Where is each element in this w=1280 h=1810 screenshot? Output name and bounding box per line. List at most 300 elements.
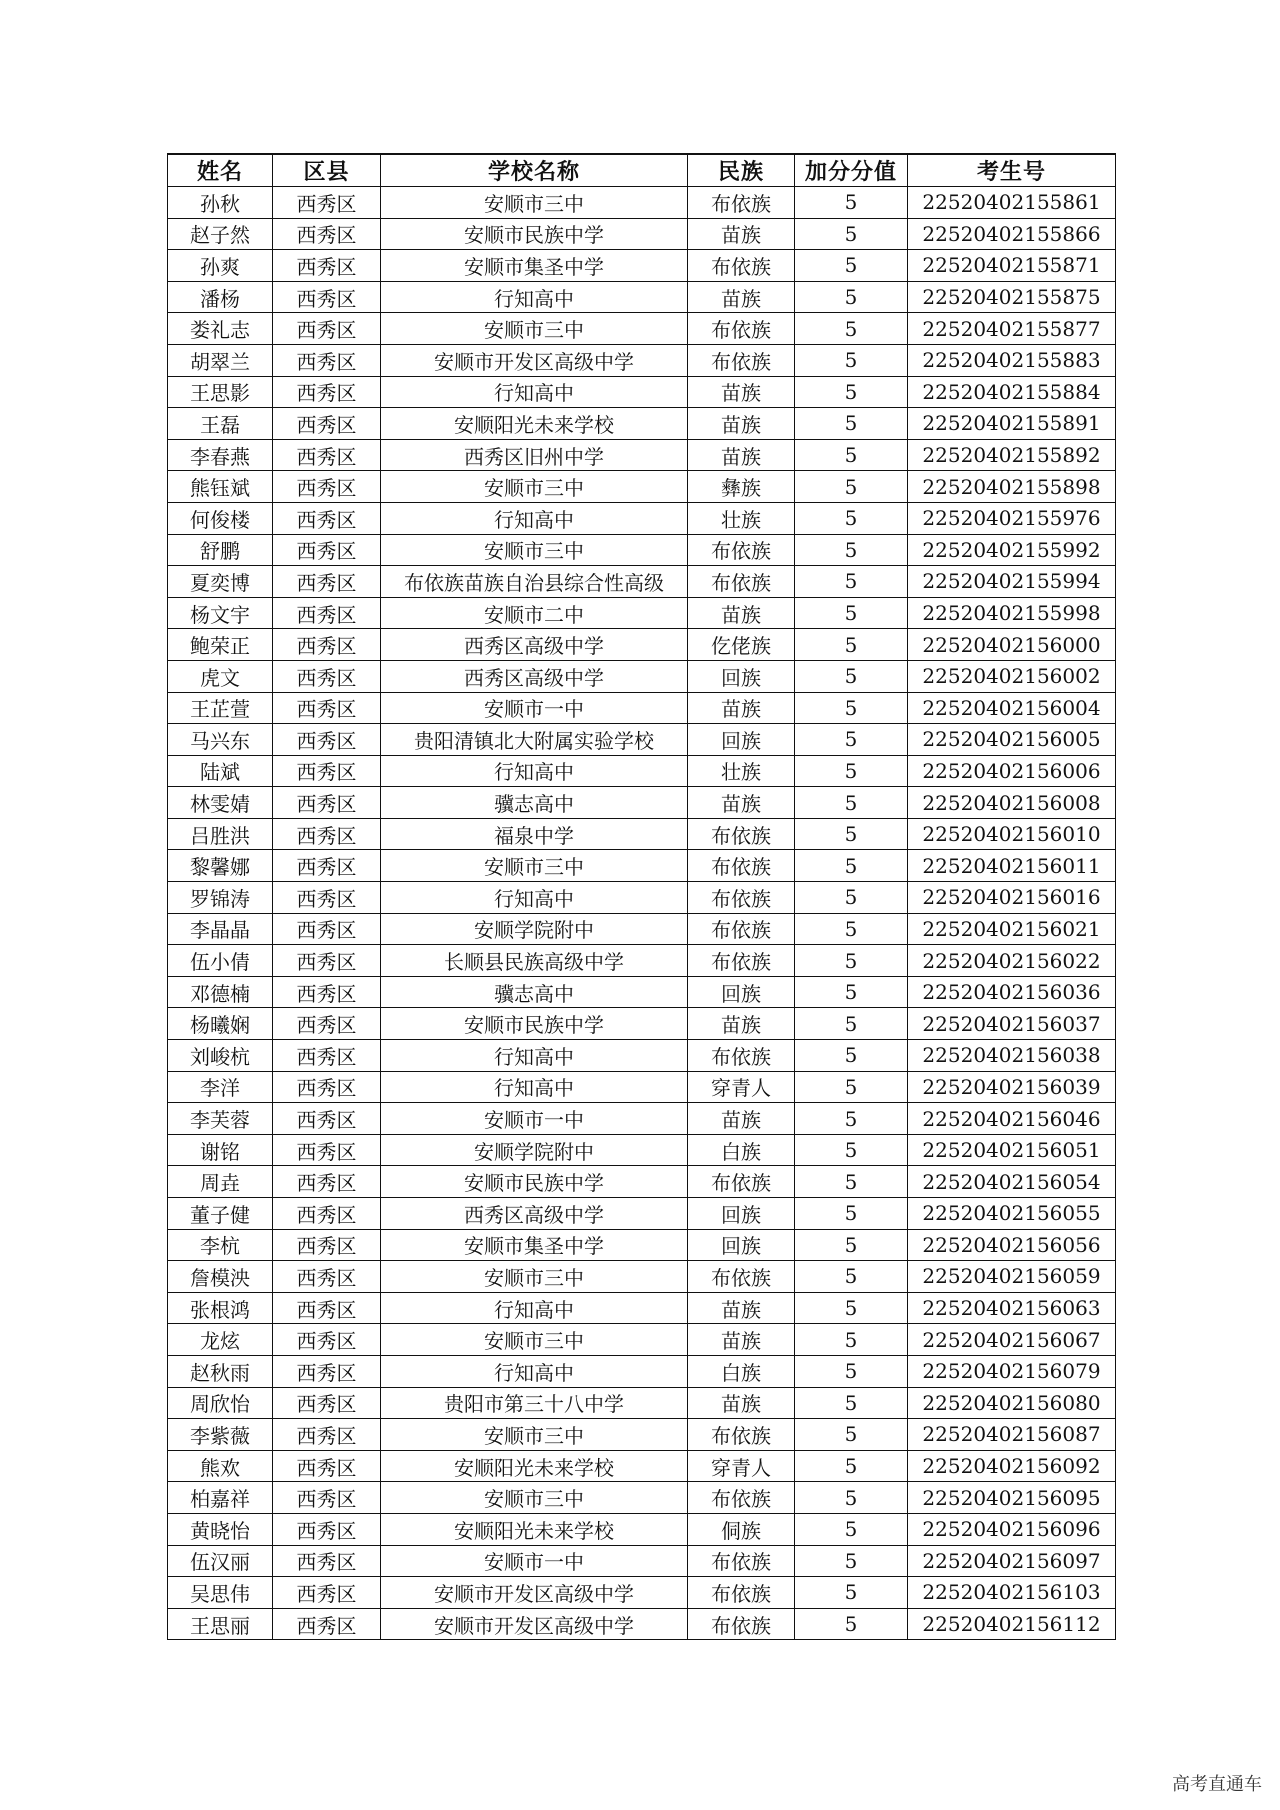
- cell-name: 龙炫: [168, 1324, 273, 1356]
- cell-school: 贵阳市第三十八中学: [381, 1387, 688, 1419]
- cell-exam-id: 22520402155861: [908, 187, 1116, 219]
- cell-ethnicity: 仡佬族: [688, 629, 795, 661]
- cell-bonus: 5: [795, 313, 908, 345]
- table-body: [168, 187, 1116, 1640]
- cell-name: 董子健: [168, 1198, 273, 1230]
- cell-name: 伍汉丽: [168, 1545, 273, 1577]
- cell-exam-id: 22520402155877: [908, 313, 1116, 345]
- cell-ethnicity: 白族: [688, 1134, 795, 1166]
- table-row: [168, 913, 1116, 945]
- cell-district: 西秀区: [273, 1545, 381, 1577]
- cell-school: 长顺县民族高级中学: [381, 945, 688, 977]
- cell-name: 杨文宇: [168, 597, 273, 629]
- cell-name: 刘峻杭: [168, 1040, 273, 1072]
- cell-name: 吴思伟: [168, 1577, 273, 1609]
- cell-ethnicity: 白族: [688, 1355, 795, 1387]
- cell-district: 西秀区: [273, 629, 381, 661]
- cell-school: 行知高中: [381, 882, 688, 914]
- cell-exam-id: 22520402155994: [908, 566, 1116, 598]
- cell-district: 西秀区: [273, 976, 381, 1008]
- cell-district: 西秀区: [273, 1008, 381, 1040]
- cell-ethnicity: 布依族: [688, 534, 795, 566]
- cell-district: 西秀区: [273, 250, 381, 282]
- cell-ethnicity: 布依族: [688, 1482, 795, 1514]
- cell-name: 熊欢: [168, 1450, 273, 1482]
- cell-school: 安顺市集圣中学: [381, 250, 688, 282]
- cell-ethnicity: 苗族: [688, 281, 795, 313]
- table-row: [168, 376, 1116, 408]
- cell-school: 安顺市集圣中学: [381, 1229, 688, 1261]
- cell-ethnicity: 布依族: [688, 566, 795, 598]
- cell-bonus: 5: [795, 344, 908, 376]
- cell-exam-id: 22520402156010: [908, 818, 1116, 850]
- cell-name: 李芙蓉: [168, 1103, 273, 1135]
- header-ethnicity: 民族: [688, 154, 795, 187]
- cell-district: 西秀区: [273, 471, 381, 503]
- cell-ethnicity: 布依族: [688, 344, 795, 376]
- table-row: [168, 724, 1116, 756]
- cell-ethnicity: 苗族: [688, 1008, 795, 1040]
- cell-exam-id: 22520402156011: [908, 850, 1116, 882]
- cell-exam-id: 22520402156051: [908, 1134, 1116, 1166]
- table-header-row: [168, 154, 1116, 187]
- cell-exam-id: 22520402156046: [908, 1103, 1116, 1135]
- cell-school: 行知高中: [381, 755, 688, 787]
- cell-bonus: 5: [795, 1513, 908, 1545]
- cell-exam-id: 22520402156054: [908, 1166, 1116, 1198]
- table-row: [168, 1577, 1116, 1609]
- table-row: [168, 1545, 1116, 1577]
- cell-district: 西秀区: [273, 1355, 381, 1387]
- cell-name: 林雯婧: [168, 787, 273, 819]
- cell-school: 布依族苗族自治县综合性高级: [381, 566, 688, 598]
- cell-bonus: 5: [795, 913, 908, 945]
- cell-name: 谢铭: [168, 1134, 273, 1166]
- cell-exam-id: 22520402156097: [908, 1545, 1116, 1577]
- cell-ethnicity: 苗族: [688, 218, 795, 250]
- cell-name: 罗锦涛: [168, 882, 273, 914]
- cell-exam-id: 22520402156005: [908, 724, 1116, 756]
- cell-district: 西秀区: [273, 882, 381, 914]
- table-row: [168, 818, 1116, 850]
- cell-district: 西秀区: [273, 755, 381, 787]
- cell-name: 王芷萱: [168, 692, 273, 724]
- cell-district: 西秀区: [273, 1103, 381, 1135]
- table-row: [168, 1008, 1116, 1040]
- cell-ethnicity: 苗族: [688, 408, 795, 440]
- table-row: [168, 976, 1116, 1008]
- cell-bonus: 5: [795, 629, 908, 661]
- cell-bonus: 5: [795, 408, 908, 440]
- table-row: [168, 408, 1116, 440]
- cell-school: 行知高中: [381, 502, 688, 534]
- cell-exam-id: 22520402155998: [908, 597, 1116, 629]
- cell-ethnicity: 苗族: [688, 1324, 795, 1356]
- table-row: [168, 218, 1116, 250]
- cell-ethnicity: 布依族: [688, 1577, 795, 1609]
- cell-ethnicity: 布依族: [688, 1419, 795, 1451]
- table-row: [168, 1134, 1116, 1166]
- cell-exam-id: 22520402156096: [908, 1513, 1116, 1545]
- cell-district: 西秀区: [273, 408, 381, 440]
- cell-exam-id: 22520402156087: [908, 1419, 1116, 1451]
- table-row: [168, 1166, 1116, 1198]
- cell-ethnicity: 苗族: [688, 597, 795, 629]
- cell-bonus: 5: [795, 502, 908, 534]
- cell-school: 安顺学院附中: [381, 1134, 688, 1166]
- cell-bonus: 5: [795, 566, 908, 598]
- cell-school: 西秀区高级中学: [381, 1198, 688, 1230]
- cell-bonus: 5: [795, 1324, 908, 1356]
- cell-district: 西秀区: [273, 187, 381, 219]
- table-row: [168, 1103, 1116, 1135]
- cell-ethnicity: 苗族: [688, 1103, 795, 1135]
- cell-bonus: 5: [795, 1292, 908, 1324]
- cell-name: 何俊楼: [168, 502, 273, 534]
- table-row: [168, 660, 1116, 692]
- cell-bonus: 5: [795, 281, 908, 313]
- cell-exam-id: 22520402156037: [908, 1008, 1116, 1040]
- cell-school: 安顺阳光未来学校: [381, 408, 688, 440]
- table-row: [168, 1071, 1116, 1103]
- cell-exam-id: 22520402156002: [908, 660, 1116, 692]
- cell-name: 王磊: [168, 408, 273, 440]
- watermark: 高考直通车: [1172, 1774, 1262, 1795]
- cell-bonus: 5: [795, 597, 908, 629]
- cell-ethnicity: 苗族: [688, 787, 795, 819]
- cell-ethnicity: 彝族: [688, 471, 795, 503]
- table-row: [168, 187, 1116, 219]
- cell-district: 西秀区: [273, 1071, 381, 1103]
- cell-district: 西秀区: [273, 1450, 381, 1482]
- cell-school: 安顺学院附中: [381, 913, 688, 945]
- table-row: [168, 471, 1116, 503]
- cell-district: 西秀区: [273, 1608, 381, 1640]
- table-row: [168, 1482, 1116, 1514]
- cell-school: 安顺市三中: [381, 187, 688, 219]
- cell-ethnicity: 苗族: [688, 1387, 795, 1419]
- table-row: [168, 1355, 1116, 1387]
- cell-district: 西秀区: [273, 913, 381, 945]
- cell-school: 行知高中: [381, 376, 688, 408]
- cell-exam-id: 22520402155898: [908, 471, 1116, 503]
- table-row: [168, 755, 1116, 787]
- cell-ethnicity: 布依族: [688, 882, 795, 914]
- cell-district: 西秀区: [273, 313, 381, 345]
- cell-bonus: 5: [795, 976, 908, 1008]
- cell-district: 西秀区: [273, 945, 381, 977]
- cell-school: 西秀区高级中学: [381, 660, 688, 692]
- cell-name: 周欣怡: [168, 1387, 273, 1419]
- cell-bonus: 5: [795, 1387, 908, 1419]
- cell-ethnicity: 回族: [688, 660, 795, 692]
- cell-exam-id: 22520402155892: [908, 439, 1116, 471]
- cell-school: 行知高中: [381, 1040, 688, 1072]
- cell-bonus: 5: [795, 1545, 908, 1577]
- cell-name: 胡翠兰: [168, 344, 273, 376]
- cell-ethnicity: 布依族: [688, 187, 795, 219]
- cell-exam-id: 22520402156080: [908, 1387, 1116, 1419]
- cell-exam-id: 22520402156004: [908, 692, 1116, 724]
- cell-ethnicity: 回族: [688, 976, 795, 1008]
- cell-school: 安顺市三中: [381, 534, 688, 566]
- header-name: 姓名: [168, 154, 273, 187]
- cell-bonus: 5: [795, 439, 908, 471]
- cell-exam-id: 22520402155976: [908, 502, 1116, 534]
- cell-district: 西秀区: [273, 534, 381, 566]
- cell-bonus: 5: [795, 1419, 908, 1451]
- cell-name: 潘杨: [168, 281, 273, 313]
- cell-district: 西秀区: [273, 1513, 381, 1545]
- cell-ethnicity: 苗族: [688, 692, 795, 724]
- header-bonus: 加分分值: [795, 154, 908, 187]
- table-row: [168, 1198, 1116, 1230]
- cell-ethnicity: 布依族: [688, 913, 795, 945]
- cell-exam-id: 22520402156021: [908, 913, 1116, 945]
- cell-school: 安顺市三中: [381, 1419, 688, 1451]
- table-row: [168, 787, 1116, 819]
- cell-district: 西秀区: [273, 787, 381, 819]
- header-district: 区县: [273, 154, 381, 187]
- cell-name: 杨曦娴: [168, 1008, 273, 1040]
- cell-bonus: 5: [795, 818, 908, 850]
- cell-ethnicity: 布依族: [688, 313, 795, 345]
- cell-ethnicity: 布依族: [688, 1608, 795, 1640]
- cell-school: 安顺市二中: [381, 597, 688, 629]
- header-exam-id: 考生号: [908, 154, 1116, 187]
- cell-school: 安顺市三中: [381, 850, 688, 882]
- header-school: 学校名称: [381, 154, 688, 187]
- cell-name: 周垚: [168, 1166, 273, 1198]
- cell-bonus: 5: [795, 1134, 908, 1166]
- cell-school: 安顺阳光未来学校: [381, 1513, 688, 1545]
- table-row: [168, 882, 1116, 914]
- cell-exam-id: 22520402156000: [908, 629, 1116, 661]
- cell-ethnicity: 回族: [688, 724, 795, 756]
- candidate-table: [167, 153, 1116, 1640]
- cell-bonus: 5: [795, 1355, 908, 1387]
- cell-district: 西秀区: [273, 692, 381, 724]
- cell-district: 西秀区: [273, 218, 381, 250]
- cell-ethnicity: 布依族: [688, 818, 795, 850]
- table-row: [168, 1608, 1116, 1640]
- cell-school: 安顺市三中: [381, 1482, 688, 1514]
- table-row: [168, 1387, 1116, 1419]
- cell-ethnicity: 苗族: [688, 376, 795, 408]
- cell-name: 邓德楠: [168, 976, 273, 1008]
- table-row: [168, 692, 1116, 724]
- cell-school: 骥志高中: [381, 787, 688, 819]
- cell-school: 安顺市民族中学: [381, 1166, 688, 1198]
- cell-district: 西秀区: [273, 1419, 381, 1451]
- cell-name: 王思影: [168, 376, 273, 408]
- table-row: [168, 534, 1116, 566]
- table-row: [168, 1040, 1116, 1072]
- cell-bonus: 5: [795, 1229, 908, 1261]
- cell-school: 安顺市一中: [381, 692, 688, 724]
- cell-district: 西秀区: [273, 1292, 381, 1324]
- cell-district: 西秀区: [273, 502, 381, 534]
- cell-ethnicity: 布依族: [688, 250, 795, 282]
- cell-exam-id: 22520402156039: [908, 1071, 1116, 1103]
- cell-exam-id: 22520402155866: [908, 218, 1116, 250]
- table-row: [168, 1292, 1116, 1324]
- cell-district: 西秀区: [273, 1229, 381, 1261]
- cell-exam-id: 22520402156067: [908, 1324, 1116, 1356]
- cell-exam-id: 22520402156079: [908, 1355, 1116, 1387]
- cell-ethnicity: 布依族: [688, 1166, 795, 1198]
- cell-exam-id: 22520402155875: [908, 281, 1116, 313]
- cell-school: 贵阳清镇北大附属实验学校: [381, 724, 688, 756]
- cell-school: 安顺市开发区高级中学: [381, 344, 688, 376]
- cell-district: 西秀区: [273, 1134, 381, 1166]
- cell-name: 黄晓怡: [168, 1513, 273, 1545]
- cell-exam-id: 22520402156055: [908, 1198, 1116, 1230]
- table-row: [168, 945, 1116, 977]
- cell-name: 赵秋雨: [168, 1355, 273, 1387]
- cell-school: 行知高中: [381, 1292, 688, 1324]
- cell-exam-id: 22520402156006: [908, 755, 1116, 787]
- cell-school: 行知高中: [381, 1071, 688, 1103]
- table-row: [168, 566, 1116, 598]
- cell-exam-id: 22520402156092: [908, 1450, 1116, 1482]
- cell-district: 西秀区: [273, 1040, 381, 1072]
- cell-ethnicity: 布依族: [688, 1261, 795, 1293]
- cell-name: 夏奕博: [168, 566, 273, 598]
- cell-exam-id: 22520402156095: [908, 1482, 1116, 1514]
- cell-bonus: 5: [795, 1450, 908, 1482]
- cell-name: 李洋: [168, 1071, 273, 1103]
- cell-district: 西秀区: [273, 566, 381, 598]
- cell-bonus: 5: [795, 882, 908, 914]
- cell-name: 王思丽: [168, 1608, 273, 1640]
- cell-district: 西秀区: [273, 344, 381, 376]
- cell-name: 虎文: [168, 660, 273, 692]
- cell-bonus: 5: [795, 1198, 908, 1230]
- cell-school: 安顺市开发区高级中学: [381, 1608, 688, 1640]
- cell-ethnicity: 穿青人: [688, 1071, 795, 1103]
- cell-school: 安顺市开发区高级中学: [381, 1577, 688, 1609]
- cell-bonus: 5: [795, 945, 908, 977]
- table-row: [168, 1513, 1116, 1545]
- cell-exam-id: 22520402156016: [908, 882, 1116, 914]
- cell-bonus: 5: [795, 250, 908, 282]
- cell-ethnicity: 布依族: [688, 1545, 795, 1577]
- cell-exam-id: 22520402156036: [908, 976, 1116, 1008]
- cell-district: 西秀区: [273, 660, 381, 692]
- table-row: [168, 1324, 1116, 1356]
- cell-exam-id: 22520402156008: [908, 787, 1116, 819]
- cell-ethnicity: 布依族: [688, 850, 795, 882]
- cell-district: 西秀区: [273, 1198, 381, 1230]
- cell-name: 黎馨娜: [168, 850, 273, 882]
- cell-name: 熊钰斌: [168, 471, 273, 503]
- cell-school: 安顺市民族中学: [381, 218, 688, 250]
- table-row: [168, 344, 1116, 376]
- table-row: [168, 1419, 1116, 1451]
- cell-name: 孙秋: [168, 187, 273, 219]
- table-row: [168, 502, 1116, 534]
- cell-exam-id: 22520402156112: [908, 1608, 1116, 1640]
- cell-bonus: 5: [795, 1261, 908, 1293]
- cell-school: 行知高中: [381, 1355, 688, 1387]
- cell-district: 西秀区: [273, 724, 381, 756]
- cell-bonus: 5: [795, 1008, 908, 1040]
- cell-school: 西秀区高级中学: [381, 629, 688, 661]
- table-row: [168, 250, 1116, 282]
- cell-name: 张根鸿: [168, 1292, 273, 1324]
- cell-school: 安顺市三中: [381, 313, 688, 345]
- cell-name: 李杭: [168, 1229, 273, 1261]
- cell-name: 詹模泱: [168, 1261, 273, 1293]
- cell-name: 娄礼志: [168, 313, 273, 345]
- cell-name: 伍小倩: [168, 945, 273, 977]
- cell-ethnicity: 布依族: [688, 945, 795, 977]
- cell-bonus: 5: [795, 1040, 908, 1072]
- cell-bonus: 5: [795, 376, 908, 408]
- cell-school: 安顺市三中: [381, 1261, 688, 1293]
- table-row: [168, 629, 1116, 661]
- cell-school: 福泉中学: [381, 818, 688, 850]
- cell-bonus: 5: [795, 692, 908, 724]
- cell-school: 安顺市三中: [381, 471, 688, 503]
- cell-ethnicity: 壮族: [688, 502, 795, 534]
- cell-exam-id: 22520402156103: [908, 1577, 1116, 1609]
- cell-school: 安顺市一中: [381, 1545, 688, 1577]
- cell-school: 西秀区旧州中学: [381, 439, 688, 471]
- table-row: [168, 1261, 1116, 1293]
- table-row: [168, 313, 1116, 345]
- cell-exam-id: 22520402156038: [908, 1040, 1116, 1072]
- cell-ethnicity: 布依族: [688, 1040, 795, 1072]
- cell-exam-id: 22520402155992: [908, 534, 1116, 566]
- cell-ethnicity: 回族: [688, 1229, 795, 1261]
- table-row: [168, 597, 1116, 629]
- cell-school: 骥志高中: [381, 976, 688, 1008]
- cell-bonus: 5: [795, 755, 908, 787]
- cell-district: 西秀区: [273, 1482, 381, 1514]
- table-row: [168, 850, 1116, 882]
- cell-exam-id: 22520402155884: [908, 376, 1116, 408]
- cell-ethnicity: 侗族: [688, 1513, 795, 1545]
- cell-district: 西秀区: [273, 1261, 381, 1293]
- cell-bonus: 5: [795, 1577, 908, 1609]
- cell-exam-id: 22520402155883: [908, 344, 1116, 376]
- cell-exam-id: 22520402156063: [908, 1292, 1116, 1324]
- cell-school: 行知高中: [381, 281, 688, 313]
- cell-district: 西秀区: [273, 1387, 381, 1419]
- cell-district: 西秀区: [273, 1166, 381, 1198]
- cell-ethnicity: 穿青人: [688, 1450, 795, 1482]
- cell-school: 安顺市三中: [381, 1324, 688, 1356]
- cell-exam-id: 22520402155871: [908, 250, 1116, 282]
- cell-name: 马兴东: [168, 724, 273, 756]
- cell-district: 西秀区: [273, 818, 381, 850]
- table-row: [168, 439, 1116, 471]
- cell-ethnicity: 壮族: [688, 755, 795, 787]
- table-row: [168, 281, 1116, 313]
- cell-district: 西秀区: [273, 1324, 381, 1356]
- cell-bonus: 5: [795, 1071, 908, 1103]
- cell-ethnicity: 苗族: [688, 1292, 795, 1324]
- cell-district: 西秀区: [273, 376, 381, 408]
- cell-bonus: 5: [795, 1103, 908, 1135]
- cell-name: 舒鹏: [168, 534, 273, 566]
- cell-bonus: 5: [795, 660, 908, 692]
- cell-bonus: 5: [795, 218, 908, 250]
- cell-school: 安顺市一中: [381, 1103, 688, 1135]
- cell-name: 陆斌: [168, 755, 273, 787]
